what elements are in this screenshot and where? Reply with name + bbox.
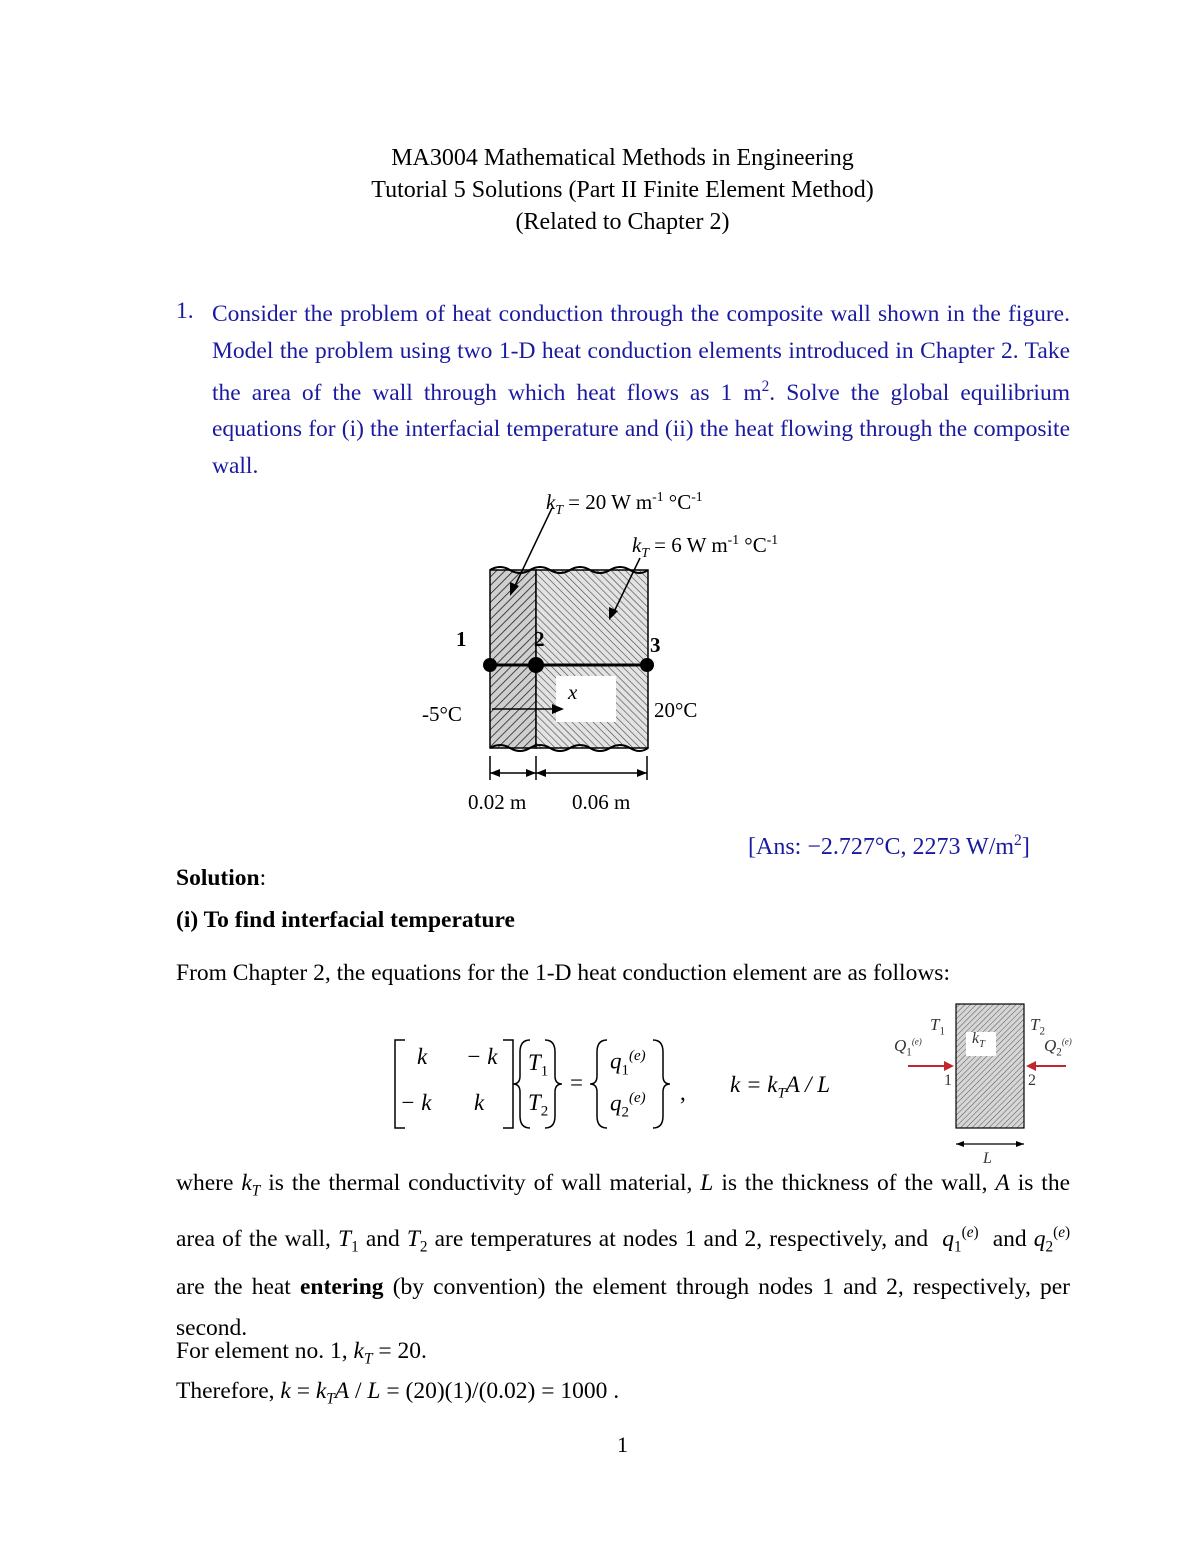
element-1-text: For element no. 1,: [176, 1338, 348, 1364]
related-chapter: (Related to Chapter 2): [515, 209, 730, 235]
therefore-eq: = (20)(1)/(0.02) = 1000 .: [386, 1378, 620, 1404]
x-label-box: [556, 676, 616, 722]
question-number: 1.: [176, 298, 194, 324]
matrix-k11: k: [417, 1044, 428, 1069]
page-number: 1: [617, 1432, 628, 1457]
tutorial-title: Tutorial 5 Solutions (Part II Finite Element Method): [371, 177, 874, 203]
node-1-dot: [483, 658, 497, 672]
where-text-5: are temperatures at nodes 1 and 2, respectively, and: [434, 1225, 929, 1252]
vector-T1: $T_1$: [528, 1050, 549, 1080]
answer-sup: 2: [1014, 832, 1022, 849]
node-2-dot: [528, 657, 544, 673]
element-Q1-text: Q: [894, 1036, 907, 1055]
solution-colon: :: [259, 865, 267, 891]
kt2-value: = 6 W m: [654, 533, 728, 557]
vector-q2-sup: (e): [628, 1090, 646, 1106]
matrix-equals: =: [570, 1070, 583, 1095]
therefore-text: Therefore,: [176, 1378, 275, 1404]
vector-q2-text: q: [610, 1090, 622, 1116]
k-definition-tail: A / L: [785, 1072, 831, 1097]
where-text-1: is the thermal conductivity of wall material,: [268, 1170, 693, 1196]
element-T1-text: T: [930, 1015, 940, 1034]
element-1-value: = 20.: [378, 1338, 427, 1364]
kt1-value: = 20 W m: [568, 490, 653, 514]
where-paragraph: where $k_T$ is the thermal conductivity of wall material, L is the thickness of the wall, A is the area of the wall, $T_1$ and $T_2$ are temperatures at nodes 1 and 2, respectively, and $q_1^{(e)}$ and $q_2^{(e)}$ are the heat entering (by convention) the element through nodes 1 and 2, respectively, per second.: [176, 1170, 1071, 1342]
matrix-equation-brackets: [385, 1030, 705, 1140]
element-node-1: 1: [944, 1072, 952, 1089]
where-text-2: is the thickness of the wall,: [721, 1170, 988, 1196]
kt1-unit: °C: [668, 490, 692, 514]
node-2-label: 2: [534, 627, 545, 651]
temp-left-label: -5°C: [422, 702, 462, 726]
x-label: x: [568, 680, 578, 704]
vector-q2: $q_2^{(e)}$: [610, 1090, 646, 1121]
question-text: [212, 296, 1070, 484]
question-text-part2: . Solve the global equilibrium equations for (i) the interfacial temperature and (ii) the heat flowing through the composite wall.: [212, 379, 1070, 479]
answer-text: [Ans: −2.727°C, 2273 W/m: [748, 834, 1015, 860]
element-Q1: $Q_1^{(e)}$: [894, 1036, 922, 1059]
answer-close: ]: [1021, 834, 1030, 860]
matrix-k21: − k: [400, 1090, 432, 1115]
therefore-line: Therefore, $k = k_TA / L = (20)(1)/(0.02) = 1000$ .: [176, 1378, 620, 1408]
temp-right-label: 20°C: [654, 698, 698, 722]
matrix-k12: − k: [466, 1044, 498, 1069]
element-kT: $k_T$: [972, 1030, 985, 1051]
element-kT-text: k: [972, 1030, 980, 1047]
element-T2-text: T: [1030, 1015, 1040, 1034]
where-text-6: are the heat: [176, 1274, 291, 1301]
element-Q2-text: Q: [1044, 1036, 1057, 1055]
node-3-label: 3: [650, 633, 661, 657]
element-Q2: $Q_2^{(e)}$: [1044, 1036, 1072, 1059]
k-definition-text: k = k: [730, 1072, 778, 1097]
node-3-dot: [640, 658, 654, 672]
solution-heading-text: Solution: [176, 865, 260, 891]
question-text-sup: 2: [761, 378, 770, 395]
element-block: [956, 1004, 1024, 1128]
kt2-unit: °C: [744, 533, 767, 557]
vector-q1: $q_1^{(e)}$: [610, 1048, 646, 1079]
vector-q1-sup: (e): [628, 1048, 646, 1064]
vector-T2: $T_2$: [528, 1090, 549, 1120]
wall-layer-1: [490, 570, 536, 748]
dim-1-label: 0.02 m: [468, 790, 527, 814]
where-text-3: is the area of the wall,: [176, 1170, 1071, 1252]
solution-heading: [176, 865, 266, 892]
element-figure: [890, 1000, 1090, 1170]
element-1-line: For element no. 1, $k_T = 20$.: [176, 1338, 427, 1368]
where-text-7: (by convention) the element through nodes 1 and 2, respectively, per second.: [176, 1274, 1070, 1342]
kt2-label: $k_T = 6$ W $m^{-1}$ $^\circ C^{-1}$: [632, 532, 779, 561]
element-T1: $T_1$: [930, 1015, 945, 1038]
question-text-part1: Consider the problem of heat conduction through the composite wall shown in the figure. Model the problem using two 1-D heat conduction elements introduced in Chapter 2. Take the area of the wall through which heat flows as 1 m: [212, 301, 1070, 406]
where-entering: entering: [300, 1274, 384, 1301]
node-1-label: 1: [456, 627, 467, 651]
vector-T2-text: T: [528, 1090, 541, 1115]
matrix-comma: ,: [680, 1080, 686, 1105]
matrix-k22: k: [474, 1090, 485, 1115]
dim-2-label: 0.06 m: [572, 790, 631, 814]
element-node-2: 2: [1028, 1072, 1036, 1089]
element-L: L: [983, 1150, 992, 1167]
sub-heading: (i) To find interfacial temperature: [176, 907, 515, 933]
kt1-label: $k_T = 20$ W $m^{-1}$ $^\circ C^{-1}$: [546, 489, 703, 518]
where-text-4: and: [365, 1225, 400, 1252]
intro-paragraph: From Chapter 2, the equations for the 1-D heat conduction element are as follows:: [176, 960, 950, 986]
course-title: MA3004 Mathematical Methods in Engineering: [391, 145, 854, 171]
vector-q1-text: q: [610, 1048, 622, 1074]
answer: [748, 832, 1030, 861]
element-T2: $T_2$: [1030, 1015, 1045, 1038]
vector-T1-text: T: [528, 1050, 541, 1075]
k-definition: $k = k_TA / L$: [730, 1072, 831, 1102]
